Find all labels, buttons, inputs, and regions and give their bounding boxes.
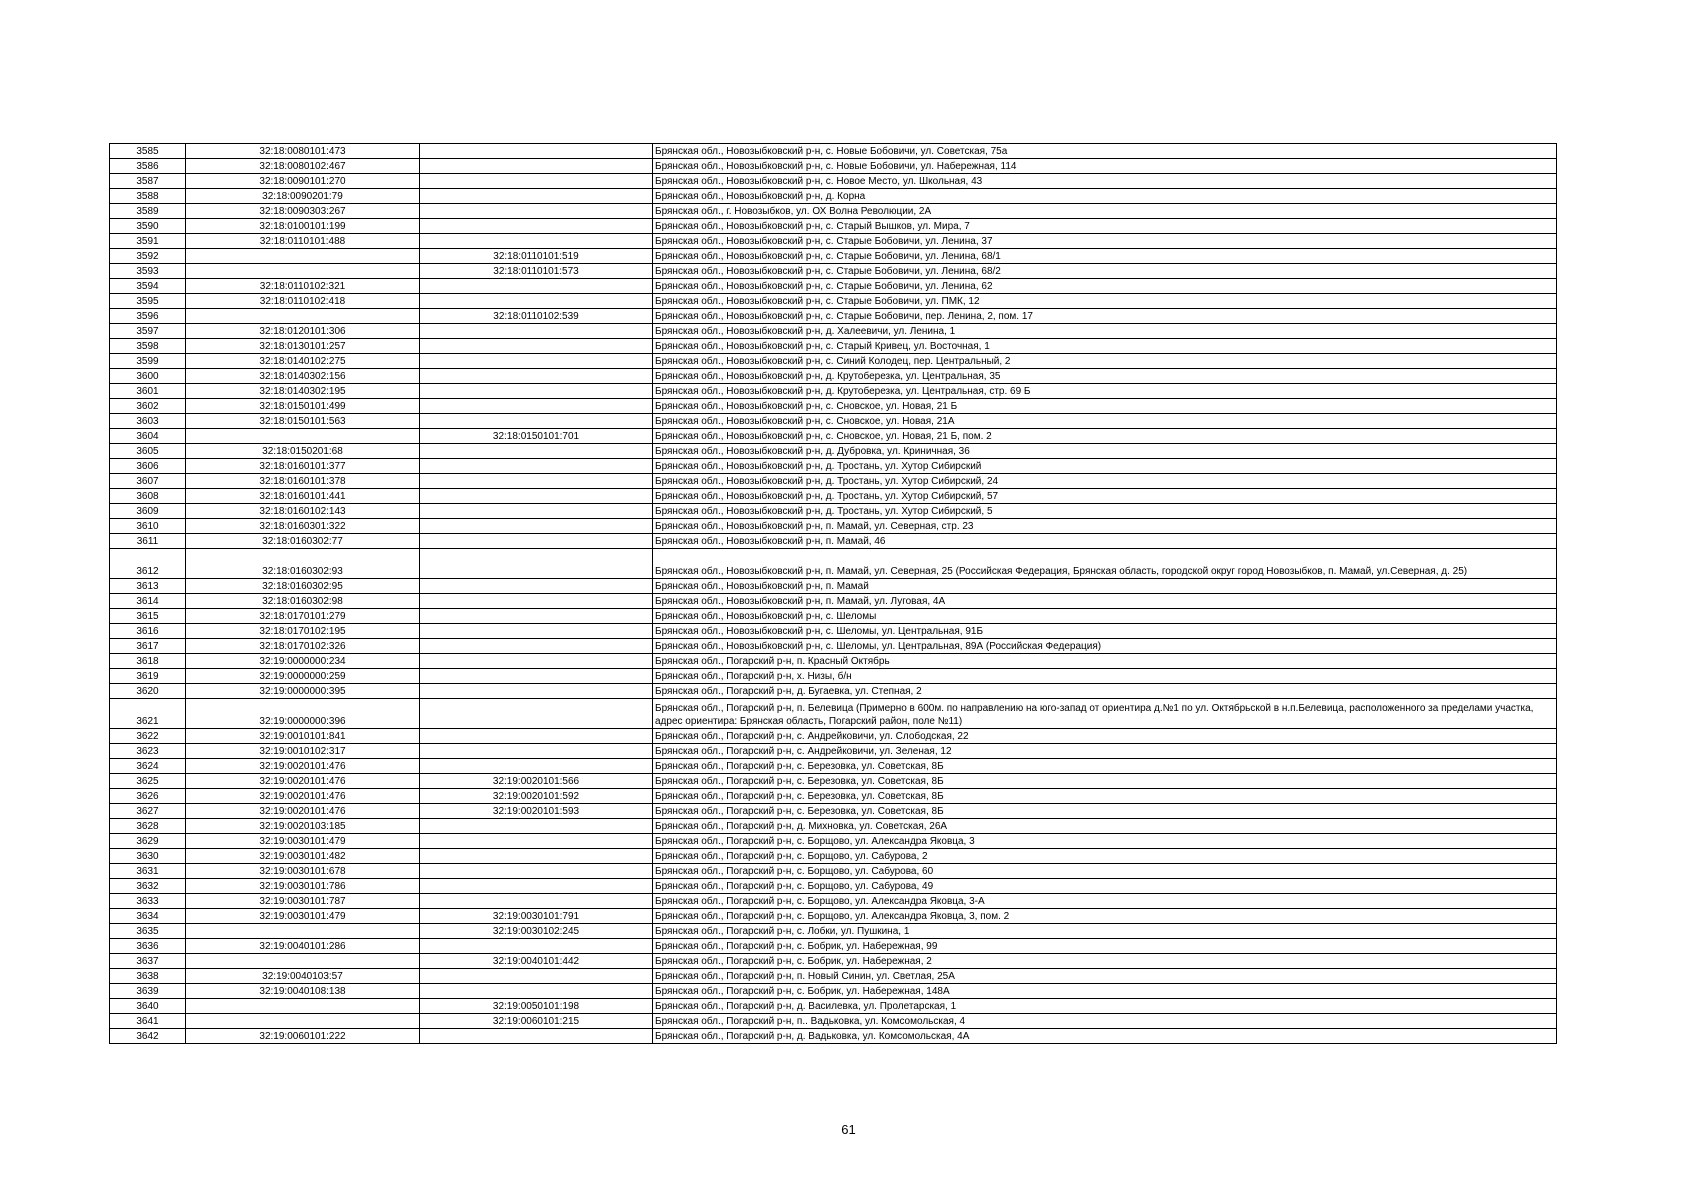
premises-cadastral-number-cell xyxy=(420,609,653,624)
cadastral-number-cell: 32:18:0160101:441 xyxy=(186,489,420,504)
premises-cadastral-number-cell xyxy=(420,1029,653,1044)
row-number-cell: 3589 xyxy=(110,204,186,219)
row-number-cell: 3597 xyxy=(110,324,186,339)
cadastral-number-cell: 32:18:0090201:79 xyxy=(186,189,420,204)
address-cell: Брянская обл., Погарский р-н, с. Березовка, ул. Советская, 8Б xyxy=(653,804,1557,819)
table-row xyxy=(110,819,1557,834)
cadastral-number-cell: 32:18:0150101:563 xyxy=(186,414,420,429)
address-cell: Брянская обл., Погарский р-н, с. Бобрик, ул. Набережная, 2 xyxy=(653,954,1557,969)
table-row xyxy=(110,924,1557,939)
premises-cadastral-number-cell xyxy=(420,744,653,759)
table-row xyxy=(110,339,1557,354)
premises-cadastral-number-cell xyxy=(420,174,653,189)
premises-cadastral-number-cell xyxy=(420,684,653,699)
row-number-cell: 3622 xyxy=(110,729,186,744)
row-number-cell: 3590 xyxy=(110,219,186,234)
premises-cadastral-number-cell xyxy=(420,459,653,474)
cadastral-number-cell: 32:19:0030101:786 xyxy=(186,879,420,894)
row-number-cell: 3627 xyxy=(110,804,186,819)
row-number-cell: 3629 xyxy=(110,834,186,849)
address-cell: Брянская обл., Новозыбковский р-н, п. Мамай xyxy=(653,579,1557,594)
address-cell: Брянская обл., Погарский р-н, с. Борщово, ул. Сабурова, 2 xyxy=(653,849,1557,864)
cadastral-number-cell: 32:18:0080102:467 xyxy=(186,159,420,174)
table-row xyxy=(110,954,1557,969)
address-cell: Брянская обл., Погарский р-н, д. Вадьковка, ул. Комсомольская, 4А xyxy=(653,1029,1557,1044)
address-cell: Брянская обл., Погарский р-н, х. Низы, б/н xyxy=(653,669,1557,684)
premises-cadastral-number-cell xyxy=(420,234,653,249)
cadastral-number-cell xyxy=(186,924,420,939)
cadastral-number-cell: 32:19:0010102:317 xyxy=(186,744,420,759)
cadastral-number-cell: 32:19:0020101:476 xyxy=(186,789,420,804)
row-number-cell: 3614 xyxy=(110,594,186,609)
table-row xyxy=(110,849,1557,864)
table-row xyxy=(110,279,1557,294)
cadastral-number-cell: 32:19:0040108:138 xyxy=(186,984,420,999)
row-number-cell: 3642 xyxy=(110,1029,186,1044)
cadastral-number-cell: 32:18:0140302:156 xyxy=(186,369,420,384)
table-row xyxy=(110,864,1557,879)
row-number-cell: 3593 xyxy=(110,264,186,279)
premises-cadastral-number-cell xyxy=(420,549,653,579)
address-cell: Брянская обл., Погарский р-н, с. Борщово, ул. Сабурова, 60 xyxy=(653,864,1557,879)
address-cell: Брянская обл., Погарский р-н, с. Борщово, ул. Сабурова, 49 xyxy=(653,879,1557,894)
address-cell: Брянская обл., Новозыбковский р-н, п. Мамай, ул. Луговая, 4А xyxy=(653,594,1557,609)
cadastral-number-cell: 32:19:0000000:234 xyxy=(186,654,420,669)
address-cell: Брянская обл., Новозыбковский р-н, п. Мамай, ул. Северная, 25 (Российская Федерация, Брянская область, городской округ город Новозыбков, п. Мамай, ул.Северная, д. 25) xyxy=(653,549,1557,579)
row-number-cell: 3633 xyxy=(110,894,186,909)
table-row xyxy=(110,699,1557,729)
address-cell: Брянская обл., Погарский р-н, д. Бугаевка, ул. Степная, 2 xyxy=(653,684,1557,699)
premises-cadastral-number-cell xyxy=(420,864,653,879)
address-cell: Брянская обл., Новозыбковский р-н, с. Новое Место, ул. Школьная, 43 xyxy=(653,174,1557,189)
row-number-cell: 3616 xyxy=(110,624,186,639)
row-number-cell: 3605 xyxy=(110,444,186,459)
address-cell: Брянская обл., Новозыбковский р-н, с. Старые Бобовичи, ул. Ленина, 62 xyxy=(653,279,1557,294)
cadastral-number-cell xyxy=(186,429,420,444)
address-cell: Брянская обл., Погарский р-н, с. Андрейковичи, ул. Зеленая, 12 xyxy=(653,744,1557,759)
premises-cadastral-number-cell: 32:18:0110102:539 xyxy=(420,309,653,324)
row-number-cell: 3635 xyxy=(110,924,186,939)
table-row xyxy=(110,939,1557,954)
address-cell: Брянская обл., Погарский р-н, с. Борщово, ул. Александра Яковца, 3 xyxy=(653,834,1557,849)
table-row xyxy=(110,1014,1557,1029)
premises-cadastral-number-cell xyxy=(420,849,653,864)
cadastral-number-cell: 32:19:0030101:479 xyxy=(186,834,420,849)
table-row xyxy=(110,264,1557,279)
table-row xyxy=(110,834,1557,849)
page-number: 61 xyxy=(841,1122,856,1137)
row-number-cell: 3612 xyxy=(110,549,186,579)
table-row xyxy=(110,234,1557,249)
table-row xyxy=(110,399,1557,414)
row-number-cell: 3632 xyxy=(110,879,186,894)
address-cell: Брянская обл., Новозыбковский р-н, п. Мамай, ул. Северная, стр. 23 xyxy=(653,519,1557,534)
table-row xyxy=(110,474,1557,489)
row-number-cell: 3628 xyxy=(110,819,186,834)
premises-cadastral-number-cell xyxy=(420,894,653,909)
row-number-cell: 3588 xyxy=(110,189,186,204)
address-cell: Брянская обл., Погарский р-н, с. Березовка, ул. Советская, 8Б xyxy=(653,789,1557,804)
premises-cadastral-number-cell xyxy=(420,324,653,339)
table-row xyxy=(110,204,1557,219)
cadastral-number-cell: 32:19:0030101:678 xyxy=(186,864,420,879)
cadastral-number-cell: 32:18:0160302:98 xyxy=(186,594,420,609)
row-number-cell: 3599 xyxy=(110,354,186,369)
premises-cadastral-number-cell xyxy=(420,504,653,519)
address-cell: Брянская обл., Новозыбковский р-н, с. Сновское, ул. Новая, 21А xyxy=(653,414,1557,429)
premises-cadastral-number-cell xyxy=(420,699,653,729)
cadastral-number-cell: 32:18:0110102:321 xyxy=(186,279,420,294)
row-number-cell: 3630 xyxy=(110,849,186,864)
address-cell: Брянская обл., Новозыбковский р-н, д. Тростань, ул. Хутор Сибирский, 5 xyxy=(653,504,1557,519)
cadastral-number-cell: 32:19:0020101:476 xyxy=(186,774,420,789)
address-cell: Брянская обл., Новозыбковский р-н, д. Тростань, ул. Хутор Сибирский, 24 xyxy=(653,474,1557,489)
row-number-cell: 3620 xyxy=(110,684,186,699)
table-row xyxy=(110,999,1557,1014)
address-cell: Брянская обл., Погарский р-н, с. Березовка, ул. Советская, 8Б xyxy=(653,774,1557,789)
row-number-cell: 3592 xyxy=(110,249,186,264)
address-cell: Брянская обл., Новозыбковский р-н, д. Тростань, ул. Хутор Сибирский xyxy=(653,459,1557,474)
row-number-cell: 3611 xyxy=(110,534,186,549)
row-number-cell: 3613 xyxy=(110,579,186,594)
address-cell: Брянская обл., Погарский р-н, с. Борщово, ул. Александра Яковца, 3, пом. 2 xyxy=(653,909,1557,924)
address-cell: Брянская обл., Погарский р-н, с. Андрейковичи, ул. Слободская, 22 xyxy=(653,729,1557,744)
address-cell: Брянская обл., Новозыбковский р-н, д. Крутоберезка, ул. Центральная, стр. 69 Б xyxy=(653,384,1557,399)
premises-cadastral-number-cell xyxy=(420,399,653,414)
cadastral-number-cell: 32:19:0000000:259 xyxy=(186,669,420,684)
table-row xyxy=(110,744,1557,759)
row-number-cell: 3606 xyxy=(110,459,186,474)
premises-cadastral-number-cell xyxy=(420,729,653,744)
address-cell: Брянская обл., г. Новозыбков, ул. ОХ Волна Революции, 2А xyxy=(653,204,1557,219)
premises-cadastral-number-cell xyxy=(420,624,653,639)
table-row xyxy=(110,519,1557,534)
table-row xyxy=(110,969,1557,984)
table-row xyxy=(110,909,1557,924)
premises-cadastral-number-cell: 32:19:0060101:215 xyxy=(420,1014,653,1029)
registry-table xyxy=(109,143,1557,1044)
address-cell: Брянская обл., Погарский р-н, с. Борщово, ул. Александра Яковца, 3-А xyxy=(653,894,1557,909)
premises-cadastral-number-cell: 32:19:0030101:791 xyxy=(420,909,653,924)
row-number-cell: 3639 xyxy=(110,984,186,999)
address-cell: Брянская обл., Новозыбковский р-н, с. Сновское, ул. Новая, 21 Б, пом. 2 xyxy=(653,429,1557,444)
cadastral-number-cell: 32:18:0160101:378 xyxy=(186,474,420,489)
cadastral-number-cell: 32:18:0170102:195 xyxy=(186,624,420,639)
table-row xyxy=(110,549,1557,579)
address-cell: Брянская обл., Погарский р-н, с. Бобрик, ул. Набережная, 148А xyxy=(653,984,1557,999)
cadastral-number-cell: 32:19:0040101:286 xyxy=(186,939,420,954)
cadastral-number-cell: 32:18:0100101:199 xyxy=(186,219,420,234)
row-number-cell: 3610 xyxy=(110,519,186,534)
premises-cadastral-number-cell xyxy=(420,879,653,894)
table-row xyxy=(110,894,1557,909)
row-number-cell: 3615 xyxy=(110,609,186,624)
address-cell: Брянская обл., Новозыбковский р-н, с. Старые Бобовичи, ул. Ленина, 37 xyxy=(653,234,1557,249)
row-number-cell: 3607 xyxy=(110,474,186,489)
row-number-cell: 3600 xyxy=(110,369,186,384)
premises-cadastral-number-cell xyxy=(420,969,653,984)
cadastral-number-cell xyxy=(186,309,420,324)
cadastral-number-cell: 32:19:0020101:476 xyxy=(186,759,420,774)
premises-cadastral-number-cell xyxy=(420,519,653,534)
cadastral-number-cell: 32:19:0020103:185 xyxy=(186,819,420,834)
cadastral-number-cell: 32:18:0090303:267 xyxy=(186,204,420,219)
cadastral-number-cell: 32:19:0030101:482 xyxy=(186,849,420,864)
row-number-cell: 3609 xyxy=(110,504,186,519)
row-number-cell: 3594 xyxy=(110,279,186,294)
address-cell: Брянская обл., Погарский р-н, с. Бобрик, ул. Набережная, 99 xyxy=(653,939,1557,954)
row-number-cell: 3626 xyxy=(110,789,186,804)
cadastral-number-cell: 32:18:0080101:473 xyxy=(186,144,420,159)
row-number-cell: 3586 xyxy=(110,159,186,174)
table-row xyxy=(110,159,1557,174)
cadastral-number-cell: 32:18:0150201:68 xyxy=(186,444,420,459)
table-row xyxy=(110,774,1557,789)
address-cell: Брянская обл., Новозыбковский р-н, с. Шеломы, ул. Центральная, 91Б xyxy=(653,624,1557,639)
table-row xyxy=(110,174,1557,189)
row-number-cell: 3598 xyxy=(110,339,186,354)
address-cell: Брянская обл., Новозыбковский р-н, п. Мамай, 46 xyxy=(653,534,1557,549)
premises-cadastral-number-cell: 32:18:0110101:519 xyxy=(420,249,653,264)
cadastral-number-cell: 32:18:0130101:257 xyxy=(186,339,420,354)
cadastral-number-cell xyxy=(186,249,420,264)
table-row xyxy=(110,639,1557,654)
cadastral-number-cell: 32:18:0160301:322 xyxy=(186,519,420,534)
row-number-cell: 3602 xyxy=(110,399,186,414)
address-cell: Брянская обл., Новозыбковский р-н, с. Сновское, ул. Новая, 21 Б xyxy=(653,399,1557,414)
cadastral-number-cell: 32:18:0150101:499 xyxy=(186,399,420,414)
row-number-cell: 3617 xyxy=(110,639,186,654)
table-row xyxy=(110,489,1557,504)
premises-cadastral-number-cell xyxy=(420,639,653,654)
address-cell: Брянская обл., Погарский р-н, д. Василевка, ул. Пролетарская, 1 xyxy=(653,999,1557,1014)
address-cell: Брянская обл., Новозыбковский р-н, д. Халеевичи, ул. Ленина, 1 xyxy=(653,324,1557,339)
cadastral-number-cell: 32:18:0160302:95 xyxy=(186,579,420,594)
row-number-cell: 3638 xyxy=(110,969,186,984)
row-number-cell: 3604 xyxy=(110,429,186,444)
address-cell: Брянская обл., Новозыбковский р-н, с. Старые Бобовичи, ул. Ленина, 68/1 xyxy=(653,249,1557,264)
premises-cadastral-number-cell xyxy=(420,369,653,384)
address-cell: Брянская обл., Новозыбковский р-н, с. Синий Колодец, пер. Центральный, 2 xyxy=(653,354,1557,369)
table-row xyxy=(110,789,1557,804)
address-cell: Брянская обл., Погарский р-н, п.. Вадьковка, ул. Комсомольская, 4 xyxy=(653,1014,1557,1029)
table-row xyxy=(110,984,1557,999)
table-row xyxy=(110,189,1557,204)
cadastral-number-cell: 32:18:0090101:270 xyxy=(186,174,420,189)
premises-cadastral-number-cell xyxy=(420,579,653,594)
table-row xyxy=(110,384,1557,399)
table-row xyxy=(110,1029,1557,1044)
table-row xyxy=(110,324,1557,339)
table-row xyxy=(110,504,1557,519)
address-cell: Брянская обл., Погарский р-н, п. Белевица (Примерно в 600м. по направлению на юго-запад от ориентира д.№1 по ул. Октябрьской в н.п.Белевица, расположенного за пределами участка, адрес ориентира: Брянская область, Погарский район, поле №11) xyxy=(653,699,1557,729)
address-cell: Брянская обл., Погарский р-н, д. Михновка, ул. Советская, 26А xyxy=(653,819,1557,834)
premises-cadastral-number-cell: 32:19:0030102:245 xyxy=(420,924,653,939)
table-row xyxy=(110,534,1557,549)
table-row xyxy=(110,579,1557,594)
premises-cadastral-number-cell: 32:19:0050101:198 xyxy=(420,999,653,1014)
address-cell: Брянская обл., Новозыбковский р-н, с. Шеломы xyxy=(653,609,1557,624)
row-number-cell: 3585 xyxy=(110,144,186,159)
premises-cadastral-number-cell: 32:19:0020101:592 xyxy=(420,789,653,804)
cadastral-number-cell: 32:18:0160101:377 xyxy=(186,459,420,474)
address-cell: Брянская обл., Новозыбковский р-н, с. Старый Вышков, ул. Мира, 7 xyxy=(653,219,1557,234)
premises-cadastral-number-cell: 32:18:0150101:701 xyxy=(420,429,653,444)
table-row xyxy=(110,429,1557,444)
premises-cadastral-number-cell xyxy=(420,759,653,774)
row-number-cell: 3640 xyxy=(110,999,186,1014)
premises-cadastral-number-cell xyxy=(420,414,653,429)
row-number-cell: 3595 xyxy=(110,294,186,309)
row-number-cell: 3637 xyxy=(110,954,186,969)
table-row xyxy=(110,249,1557,264)
cadastral-number-cell: 32:19:0030101:479 xyxy=(186,909,420,924)
table-row xyxy=(110,354,1557,369)
row-number-cell: 3621 xyxy=(110,699,186,729)
row-number-cell: 3608 xyxy=(110,489,186,504)
cadastral-number-cell xyxy=(186,954,420,969)
table-row xyxy=(110,144,1557,159)
cadastral-number-cell: 32:18:0170102:326 xyxy=(186,639,420,654)
premises-cadastral-number-cell xyxy=(420,984,653,999)
premises-cadastral-number-cell xyxy=(420,204,653,219)
row-number-cell: 3587 xyxy=(110,174,186,189)
premises-cadastral-number-cell: 32:19:0020101:566 xyxy=(420,774,653,789)
premises-cadastral-number-cell xyxy=(420,669,653,684)
row-number-cell: 3601 xyxy=(110,384,186,399)
table-row xyxy=(110,219,1557,234)
address-cell: Брянская обл., Новозыбковский р-н, с. Старые Бобовичи, ул. Ленина, 68/2 xyxy=(653,264,1557,279)
premises-cadastral-number-cell xyxy=(420,144,653,159)
premises-cadastral-number-cell xyxy=(420,384,653,399)
cadastral-number-cell: 32:19:0020101:476 xyxy=(186,804,420,819)
address-cell: Брянская обл., Новозыбковский р-н, с. Старые Бобовичи, ул. ПМК, 12 xyxy=(653,294,1557,309)
cadastral-number-cell xyxy=(186,999,420,1014)
address-cell: Брянская обл., Новозыбковский р-н, с. Новые Бобовичи, ул. Набережная, 114 xyxy=(653,159,1557,174)
cadastral-number-cell xyxy=(186,1014,420,1029)
cadastral-number-cell: 32:18:0110101:488 xyxy=(186,234,420,249)
table-row xyxy=(110,654,1557,669)
table-row xyxy=(110,669,1557,684)
address-cell: Брянская обл., Новозыбковский р-н, с. Новые Бобовичи, ул. Советская, 75а xyxy=(653,144,1557,159)
address-cell: Брянская обл., Погарский р-н, п. Красный Октябрь xyxy=(653,654,1557,669)
premises-cadastral-number-cell xyxy=(420,189,653,204)
table-row xyxy=(110,309,1557,324)
table-row xyxy=(110,759,1557,774)
row-number-cell: 3619 xyxy=(110,669,186,684)
address-cell: Брянская обл., Новозыбковский р-н, с. Старый Кривец, ул. Восточная, 1 xyxy=(653,339,1557,354)
table-row xyxy=(110,444,1557,459)
table-row xyxy=(110,729,1557,744)
row-number-cell: 3634 xyxy=(110,909,186,924)
registry-table-body xyxy=(110,144,1557,1044)
row-number-cell: 3623 xyxy=(110,744,186,759)
premises-cadastral-number-cell xyxy=(420,159,653,174)
row-number-cell: 3618 xyxy=(110,654,186,669)
premises-cadastral-number-cell xyxy=(420,279,653,294)
address-cell: Брянская обл., Новозыбковский р-н, с. Старые Бобовичи, пер. Ленина, 2, пом. 17 xyxy=(653,309,1557,324)
address-cell: Брянская обл., Новозыбковский р-н, д. Тростань, ул. Хутор Сибирский, 57 xyxy=(653,489,1557,504)
row-number-cell: 3591 xyxy=(110,234,186,249)
premises-cadastral-number-cell xyxy=(420,339,653,354)
address-cell: Брянская обл., Новозыбковский р-н, д. Крутоберезка, ул. Центральная, 35 xyxy=(653,369,1557,384)
cadastral-number-cell: 32:18:0160302:93 xyxy=(186,549,420,579)
premises-cadastral-number-cell xyxy=(420,294,653,309)
address-cell: Брянская обл., Новозыбковский р-н, д. Дубровка, ул. Криничная, 36 xyxy=(653,444,1557,459)
cadastral-number-cell: 32:19:0000000:396 xyxy=(186,699,420,729)
table-row xyxy=(110,879,1557,894)
premises-cadastral-number-cell xyxy=(420,534,653,549)
address-cell: Брянская обл., Новозыбковский р-н, с. Шеломы, ул. Центральная, 89А (Российская Федерация) xyxy=(653,639,1557,654)
address-cell: Брянская обл., Погарский р-н, п. Новый Синин, ул. Светлая, 25А xyxy=(653,969,1557,984)
premises-cadastral-number-cell: 32:18:0110101:573 xyxy=(420,264,653,279)
row-number-cell: 3636 xyxy=(110,939,186,954)
row-number-cell: 3596 xyxy=(110,309,186,324)
table-row xyxy=(110,369,1557,384)
cadastral-number-cell: 32:18:0140302:195 xyxy=(186,384,420,399)
table-row xyxy=(110,684,1557,699)
cadastral-number-cell: 32:19:0040103:57 xyxy=(186,969,420,984)
cadastral-number-cell: 32:18:0160302:77 xyxy=(186,534,420,549)
row-number-cell: 3641 xyxy=(110,1014,186,1029)
address-cell: Брянская обл., Новозыбковский р-н, д. Корна xyxy=(653,189,1557,204)
row-number-cell: 3624 xyxy=(110,759,186,774)
cadastral-number-cell: 32:18:0160102:143 xyxy=(186,504,420,519)
table-row xyxy=(110,624,1557,639)
premises-cadastral-number-cell xyxy=(420,819,653,834)
row-number-cell: 3625 xyxy=(110,774,186,789)
premises-cadastral-number-cell xyxy=(420,834,653,849)
table-row xyxy=(110,594,1557,609)
cadastral-number-cell: 32:19:0010101:841 xyxy=(186,729,420,744)
cadastral-number-cell: 32:19:0000000:395 xyxy=(186,684,420,699)
premises-cadastral-number-cell xyxy=(420,654,653,669)
cadastral-number-cell: 32:19:0030101:787 xyxy=(186,894,420,909)
table-row xyxy=(110,804,1557,819)
premises-cadastral-number-cell xyxy=(420,939,653,954)
premises-cadastral-number-cell xyxy=(420,474,653,489)
premises-cadastral-number-cell: 32:19:0020101:593 xyxy=(420,804,653,819)
premises-cadastral-number-cell: 32:19:0040101:442 xyxy=(420,954,653,969)
cadastral-number-cell: 32:18:0110102:418 xyxy=(186,294,420,309)
premises-cadastral-number-cell xyxy=(420,444,653,459)
cadastral-number-cell: 32:18:0140102:275 xyxy=(186,354,420,369)
cadastral-number-cell: 32:19:0060101:222 xyxy=(186,1029,420,1044)
address-cell: Брянская обл., Погарский р-н, с. Березовка, ул. Советская, 8Б xyxy=(653,759,1557,774)
row-number-cell: 3631 xyxy=(110,864,186,879)
table-row xyxy=(110,294,1557,309)
table-row xyxy=(110,414,1557,429)
cadastral-number-cell xyxy=(186,264,420,279)
table-row xyxy=(110,459,1557,474)
cadastral-number-cell: 32:18:0120101:306 xyxy=(186,324,420,339)
premises-cadastral-number-cell xyxy=(420,219,653,234)
premises-cadastral-number-cell xyxy=(420,489,653,504)
cadastral-number-cell: 32:18:0170101:279 xyxy=(186,609,420,624)
row-number-cell: 3603 xyxy=(110,414,186,429)
premises-cadastral-number-cell xyxy=(420,594,653,609)
address-cell: Брянская обл., Погарский р-н, с. Лобки, ул. Пушкина, 1 xyxy=(653,924,1557,939)
premises-cadastral-number-cell xyxy=(420,354,653,369)
table-row xyxy=(110,609,1557,624)
